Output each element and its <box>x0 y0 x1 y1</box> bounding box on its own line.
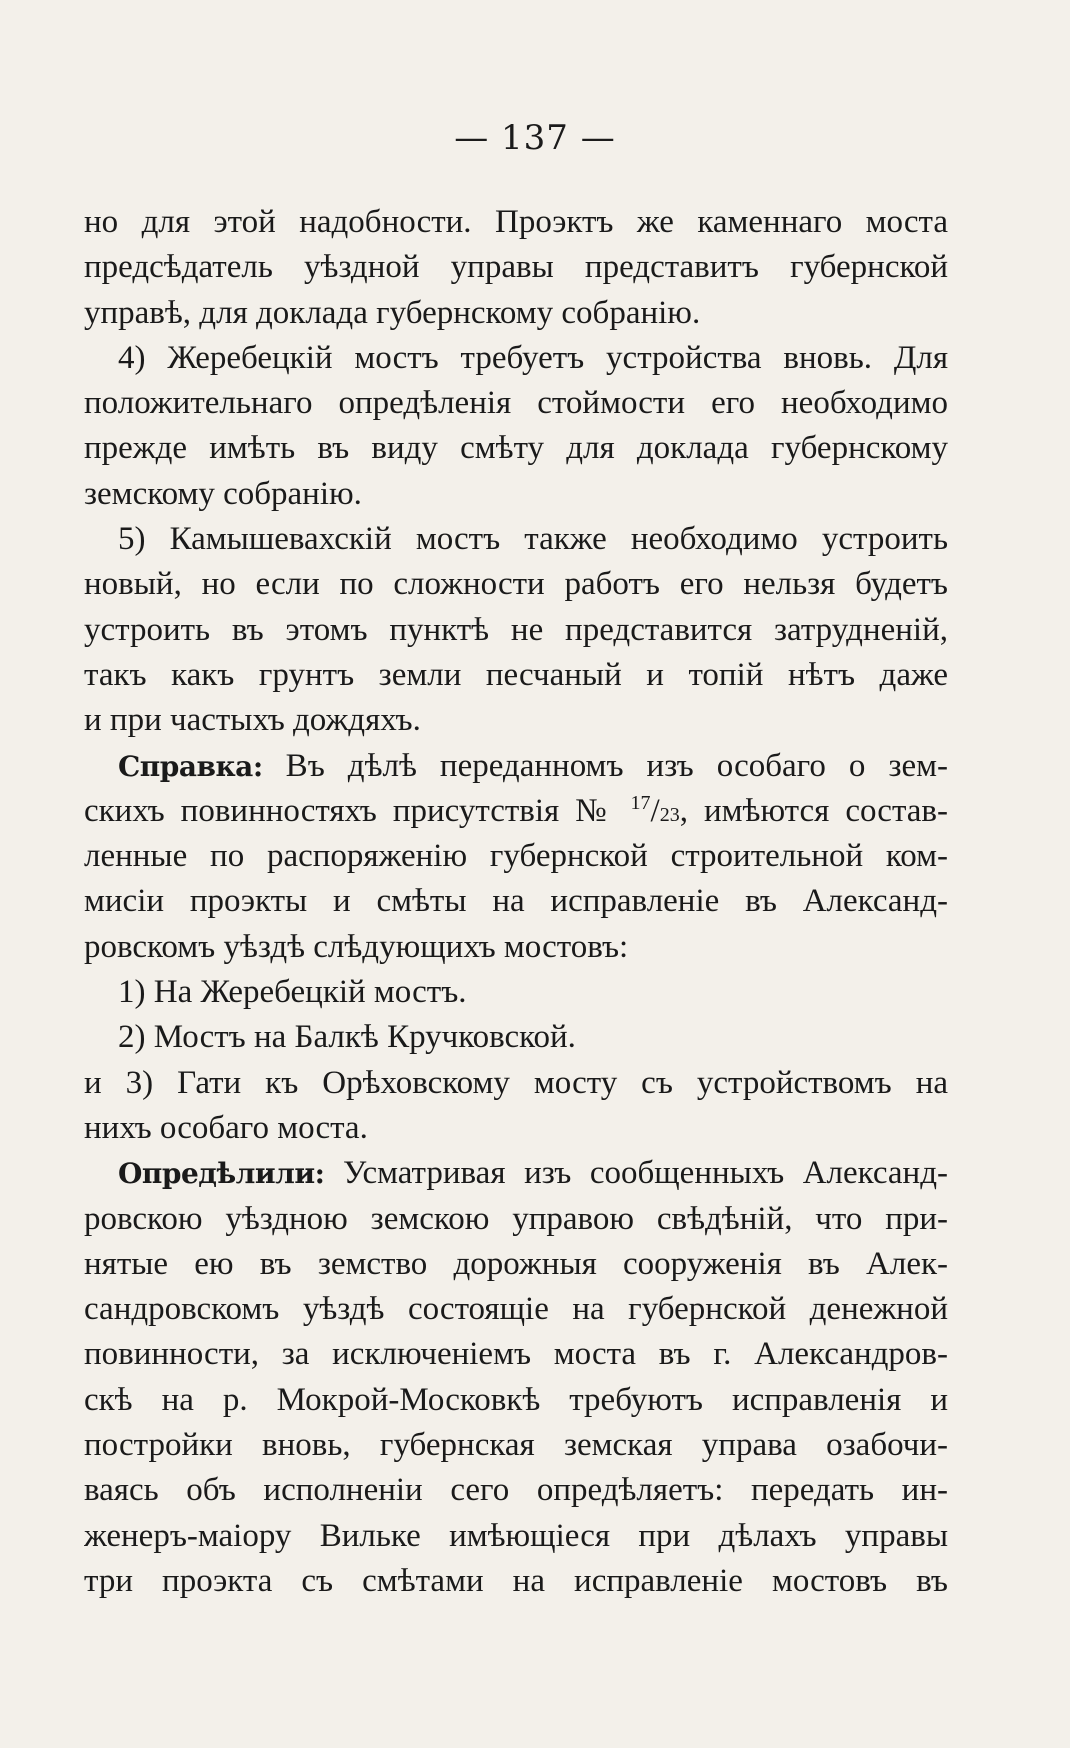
text-line <box>84 744 948 789</box>
list-item: 1) На Жеребецкій мостъ. <box>118 974 467 1011</box>
spravka-text: , имѣются состав- <box>679 792 948 829</box>
text-line: ровскою уѣздною земскою управою свѣдѣній, что при- <box>84 1200 948 1237</box>
opredelili-text: Усматривая изъ сообщенныхъ Александ- <box>324 1155 948 1192</box>
text-line: ленные по распоряженію губернской строительной ком- <box>84 838 948 875</box>
text-line: ровскомъ уѣздѣ слѣдующихъ мостовъ: <box>84 928 629 965</box>
text-line: такъ какъ грунтъ земли песчаный и топій нѣтъ даже <box>84 656 948 693</box>
text-line <box>84 789 948 834</box>
text-line: женеръ-маіору Вильке имѣющіеся при дѣлахъ управы <box>84 1517 948 1554</box>
list-item: нихъ особаго моста. <box>84 1109 368 1146</box>
bridges-list <box>84 970 948 1151</box>
text-line: постройки вновь, губернская земская управа озабочи- <box>84 1427 948 1464</box>
text-line: нятые ею въ земство дорожныя сооруженія въ Алек- <box>84 1245 948 1282</box>
text-line: сандровскомъ уѣздѣ состоящіе на губернской денежной <box>84 1291 948 1328</box>
body-text <box>84 200 948 1604</box>
text-line: 4) Жеребецкій мостъ требуетъ устройства вновь. Для <box>118 339 948 376</box>
text-line: прежде имѣть въ виду смѣту для доклада губернскому <box>84 430 948 467</box>
paragraph-group-1 <box>84 200 948 744</box>
page-number: — 137 — <box>454 118 616 158</box>
text-line: управѣ, для доклада губернскому собранію. <box>84 294 701 331</box>
spravka-section <box>84 744 948 970</box>
text-line: скѣ на р. Мокрой-Московкѣ требуютъ исправленія и <box>84 1381 948 1418</box>
text-line <box>84 1151 948 1196</box>
text-line: земскому собранію. <box>84 475 362 512</box>
text-line: новый, но если по сложности работъ его нельзя будетъ <box>84 566 948 603</box>
fraction-denominator: 23 <box>659 803 680 826</box>
list-item: 2) Мостъ на Балкѣ Кручковской. <box>118 1019 576 1056</box>
spravka-label: Справка: <box>118 749 263 783</box>
spravka-text: Въ дѣлѣ переданномъ изъ особаго о зем- <box>262 747 948 784</box>
text-line: повинности, за исключеніемъ моста въ г. Александров- <box>84 1336 948 1373</box>
fraction-slash: / <box>650 792 660 829</box>
list-item: и 3) Гати къ Орѣховскому мосту съ устройствомъ на <box>84 1064 948 1101</box>
fraction-numerator: 17 <box>630 791 651 814</box>
text-line: и при частыхъ дождяхъ. <box>84 702 421 739</box>
text-line: 5) Камышевахскій мостъ также необходимо устроить <box>118 521 948 558</box>
text-line: положительнаго опредѣленія стоймости его необходимо <box>84 385 948 422</box>
text-line: три проэкта съ смѣтами на исправленіе мостовъ въ <box>84 1562 948 1599</box>
opredelili-label: Опредѣлили: <box>118 1157 325 1191</box>
text-line: устроить въ этомъ пунктѣ не представится затрудненій, <box>84 611 948 648</box>
opredelili-section <box>84 1151 948 1604</box>
text-line: мисіи проэкты и смѣты на исправленіе въ Александ- <box>84 883 948 920</box>
text-line: но для этой надобности. Проэктъ же каменнаго моста <box>84 204 948 240</box>
spravka-text: скихъ повинностяхъ присутствія № <box>84 792 631 829</box>
text-line: предсѣдатель уѣздной управы представитъ губернской <box>84 249 948 286</box>
text-line: ваясь объ исполненіи сего опредѣляетъ: передать ин- <box>84 1472 948 1509</box>
